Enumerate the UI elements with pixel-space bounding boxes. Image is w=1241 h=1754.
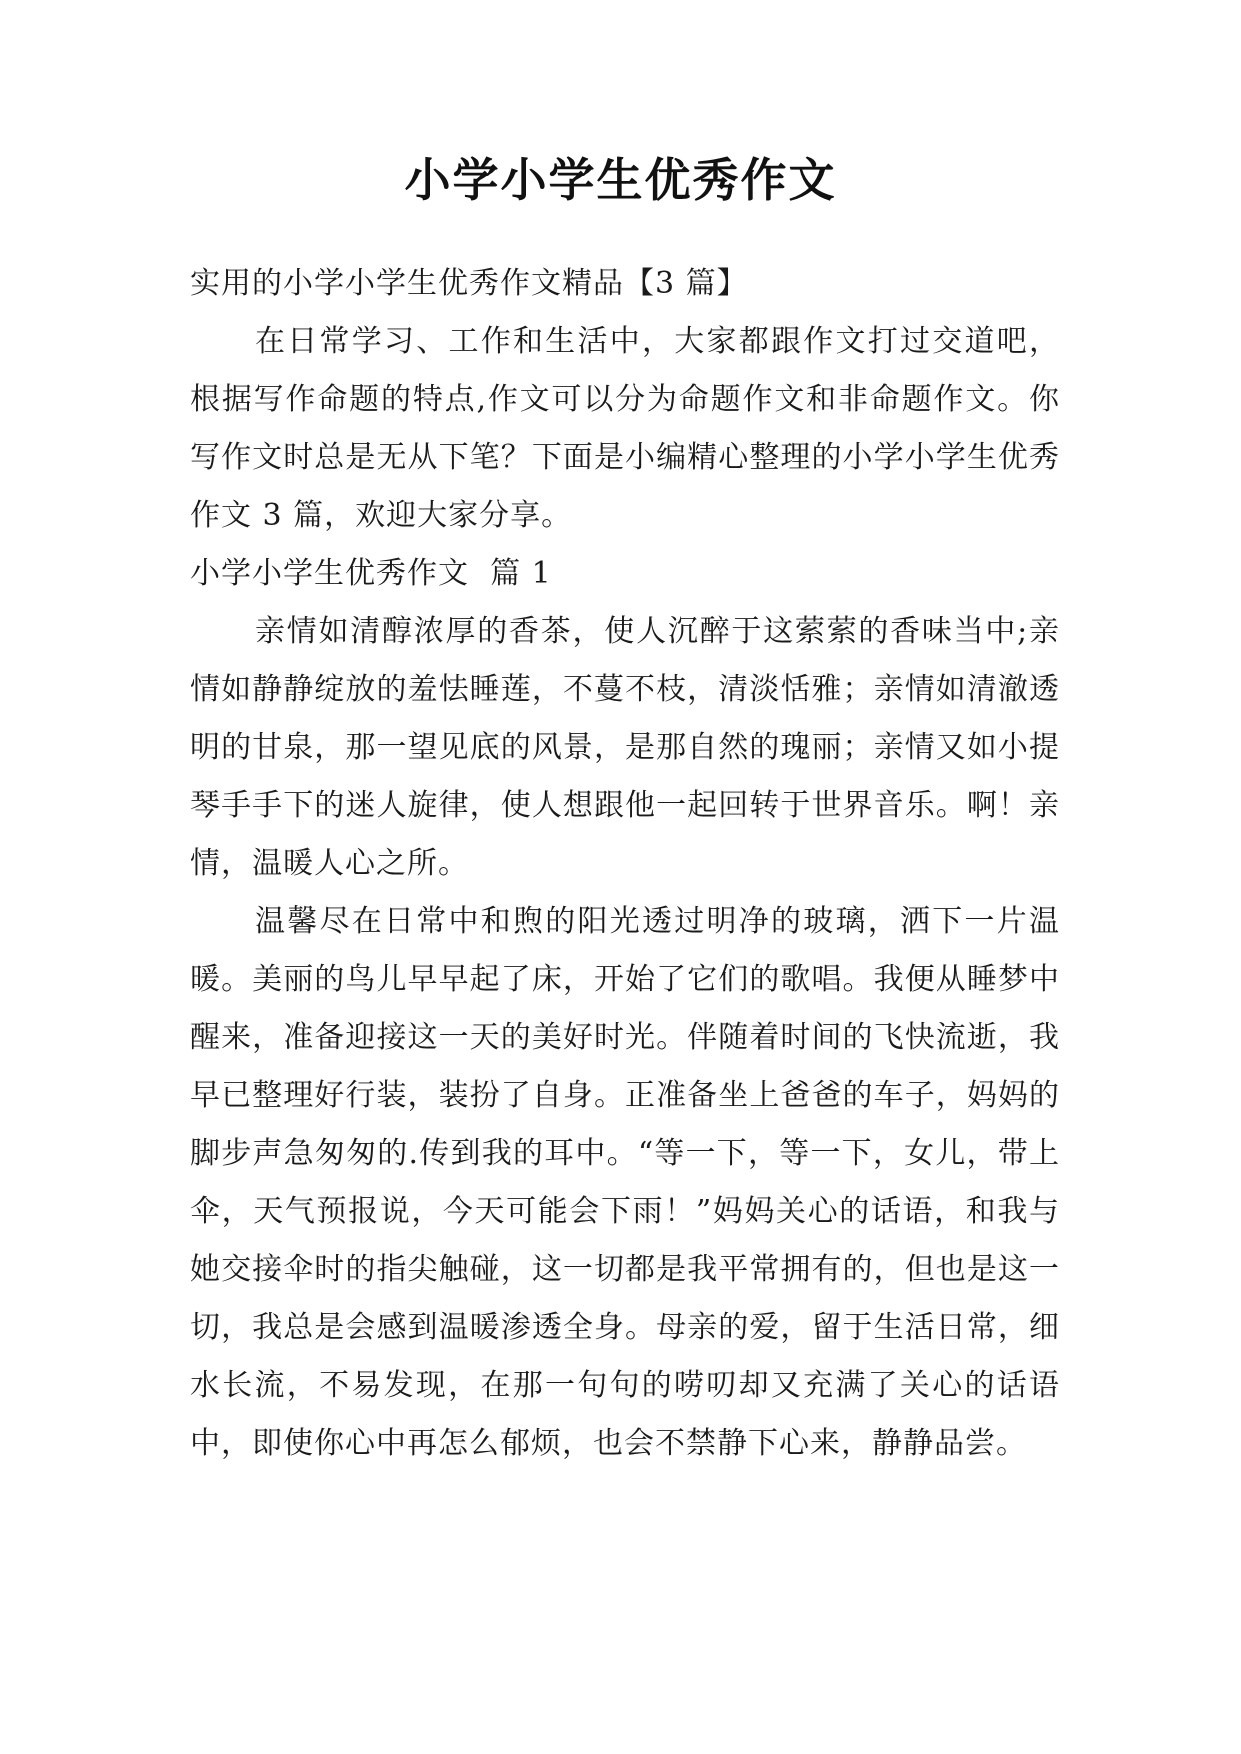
document-subtitle: 实用的小学小学生优秀作文精品【3 篇】	[190, 266, 748, 301]
document-body	[190, 255, 1060, 1473]
section-heading: 小学小学生优秀作文 篇 1	[190, 556, 552, 591]
page-title: 小学小学生优秀作文	[404, 153, 837, 207]
body-paragraph-1: 亲情如清醇浓厚的香茶，使人沉醉于这萦萦的香味当中;亲情如静静绽放的羞怯睡莲，不蔓不枝，清淡恬雅；亲情如清澈透明的甘泉，那一望见底的风景，是那自然的瑰丽；亲情又如小提琴手手下的迷人旋律，使人想跟他一起回转于世界音乐。啊！亲情，温暖人心之所。	[190, 614, 1060, 881]
intro-paragraph: 在日常学习、工作和生活中，大家都跟作文打过交道吧，根据写作命题的特点,作文可以分为命题作文和非命题作文。你写作文时总是无从下笔？下面是小编精心整理的小学小学生优秀作文 3 篇，欢迎大家分享。	[190, 324, 1060, 533]
body-paragraph-2: 温馨尽在日常中和煦的阳光透过明净的玻璃，洒下一片温暖。美丽的鸟儿早早起了床，开始了它们的歌唱。我便从睡梦中醒来，准备迎接这一天的美好时光。伴随着时间的飞快流逝，我早已整理好行装，装扮了自身。正准备坐上爸爸的车子，妈妈的脚步声急匆匆的.传到我的耳中。“等一下，等一下，女儿，带上伞，天气预报说，今天可能会下雨！”妈妈关心的话语，和我与她交接伞时的指尖触碰，这一切都是我平常拥有的，但也是这一切，我总是会感到温暖渗透全身。母亲的爱，留于生活日常，细水长流，不易发现，在那一句句的唠叨却又充满了关心的话语中，即使你心中再怎么郁烦，也会不禁静下心来，静静品尝。	[190, 904, 1060, 1461]
